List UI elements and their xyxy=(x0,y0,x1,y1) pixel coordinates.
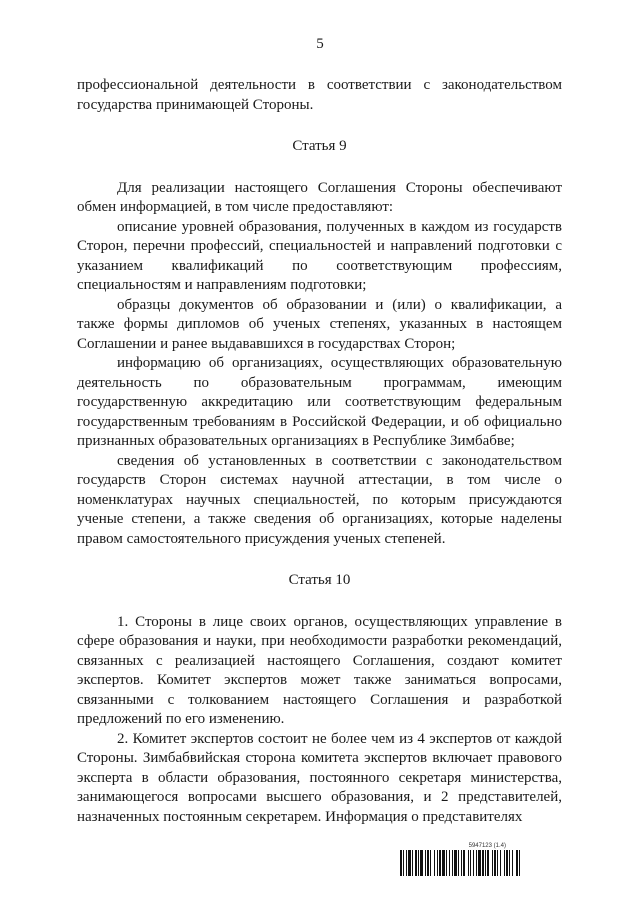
page-number: 5 xyxy=(316,36,324,52)
article-9-paragraph: сведения об установленных в соответствии с законодательством государств Сторон системах научной аттестации, в том числе о номенклатурах научных специальностей, по которым присуждаются ученые степени, а также сведения об организациях, которые наделены правом самостоятельного присуждения ученых степеней. xyxy=(77,452,562,547)
article-9-paragraph: образцы документов об образовании и (или) о квалификации, а также формы дипломов об ученых степенях, указанных в настоящем Соглашении и ранее выдававшихся в государствах Сторон; xyxy=(77,296,562,352)
article-9-heading: Статья 9 xyxy=(292,138,347,154)
article-10-paragraph: 2. Комитет экспертов состоит не более чем из 4 экспертов от каждой Стороны. Зимбабвийская сторона комитета экспертов включает правового эксперта в области образования, постоянного секретаря министерства, занимающегося вопросами высшего образования, и 2 представителей, назначенных постоянным секретарем. Информация о представителях xyxy=(77,730,562,825)
barcode-block xyxy=(400,842,564,876)
article-9-paragraph: описание уровней образования, полученных в каждом из государств Сторон, перечни профессий, специальностей и направлений подготовки с указанием квалификаций по соответствующим профессиям, специальностям и направлениям подготовки; xyxy=(77,218,562,293)
article-10-paragraph: 1. Стороны в лице своих органов, осуществляющих управление в сфере образования и науки, при необходимости разработки рекомендаций, связанных с реализацией настоящего Соглашения, создают комитет экспертов. Комитет экспертов может также заниматься вопросами, связанными с толкованием настоящего Соглашения и разработкой предложений по его изменению. xyxy=(77,613,562,727)
barcode-icon xyxy=(400,850,564,876)
continuation-paragraph: профессиональной деятельности в соответствии с законодательством государства принимающей Стороны. xyxy=(77,77,562,113)
article-10-heading: Статья 10 xyxy=(288,572,351,588)
article-9-paragraph: информацию об организациях, осуществляющих образовательную деятельность по образовательным программам, имеющим государственную аккредитацию или соответствующим федеральным государственным требованиям в Российской Федерации, и об официально признанных образовательных организациях в Республике Зимбабве; xyxy=(77,355,562,449)
article-9-paragraph: Для реализации настоящего Соглашения Стороны обеспечивают обмен информацией, в том числе предоставляют: xyxy=(77,179,562,215)
barcode-code: 5947123 (1.4) xyxy=(468,843,506,849)
document-body xyxy=(77,76,562,827)
